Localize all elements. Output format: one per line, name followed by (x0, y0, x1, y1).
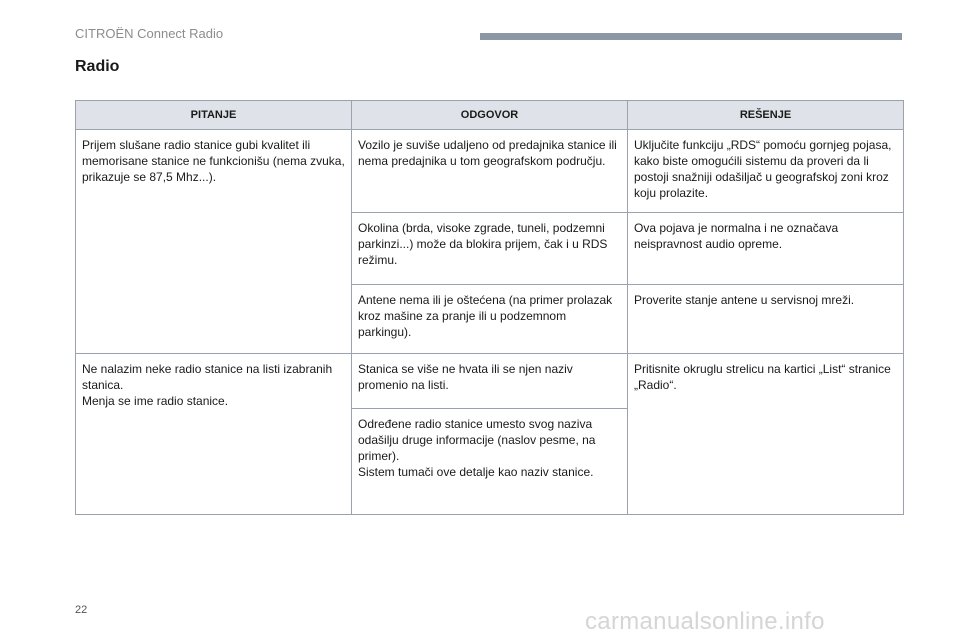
question-cell: Ne nalazim neke radio stanice na listi izabranih stanica. Menja se ime radio stanice. (76, 354, 352, 515)
question-cell: Prijem slušane radio stanice gubi kvalitet ili memorisane stanice ne funkcionišu (nema zvuka, prikazuje se 87,5 Mhz...). (76, 130, 352, 354)
column-header-solution: REŠENJE (628, 101, 904, 130)
solution-cell: Pritisnite okruglu strelicu na kartici „List“ stranice „Radio“. (628, 354, 904, 515)
troubleshooting-table (75, 100, 904, 515)
answer-cell: Stanica se više ne hvata ili se njen naziv promenio na listi. (352, 354, 628, 409)
watermark: carmanualsonline.info (585, 608, 825, 635)
column-header-answer: ODGOVOR (352, 101, 628, 130)
answer-cell: Vozilo je suviše udaljeno od predajnika stanice ili nema predajnika u tom geografskom području. (352, 130, 628, 213)
solution-cell: Proverite stanje antene u servisnoj mreži. (628, 285, 904, 354)
section-title: Radio (75, 58, 120, 75)
table-header-row (76, 101, 904, 130)
answer-cell: Antene nema ili je oštećena (na primer prolazak kroz mašine za pranje ili u podzemnom parkingu). (352, 285, 628, 354)
brand-title: CITROËN Connect Radio (75, 26, 224, 41)
solution-cell: Ova pojava je normalna i ne označava neispravnost audio opreme. (628, 213, 904, 285)
page-number: 22 (75, 604, 88, 616)
solution-cell: Uključite funkciju „RDS“ pomoću gornjeg pojasa, kako biste omogućili sistemu da proveri da li postoji snažniji odašiljač u geografskoj zoni kroz koju prolazite. (628, 130, 904, 213)
header-bar (480, 33, 902, 40)
table-row (76, 354, 904, 409)
answer-cell: Određene radio stanice umesto svog naziva odašilju druge informacije (naslov pesme, na primer). Sistem tumači ove detalje kao naziv stanice. (352, 409, 628, 515)
table-row (76, 130, 904, 213)
column-header-question: PITANJE (76, 101, 352, 130)
answer-cell: Okolina (brda, visoke zgrade, tuneli, podzemni parkinzi...) može da blokira prijem, čak i u RDS režimu. (352, 213, 628, 285)
